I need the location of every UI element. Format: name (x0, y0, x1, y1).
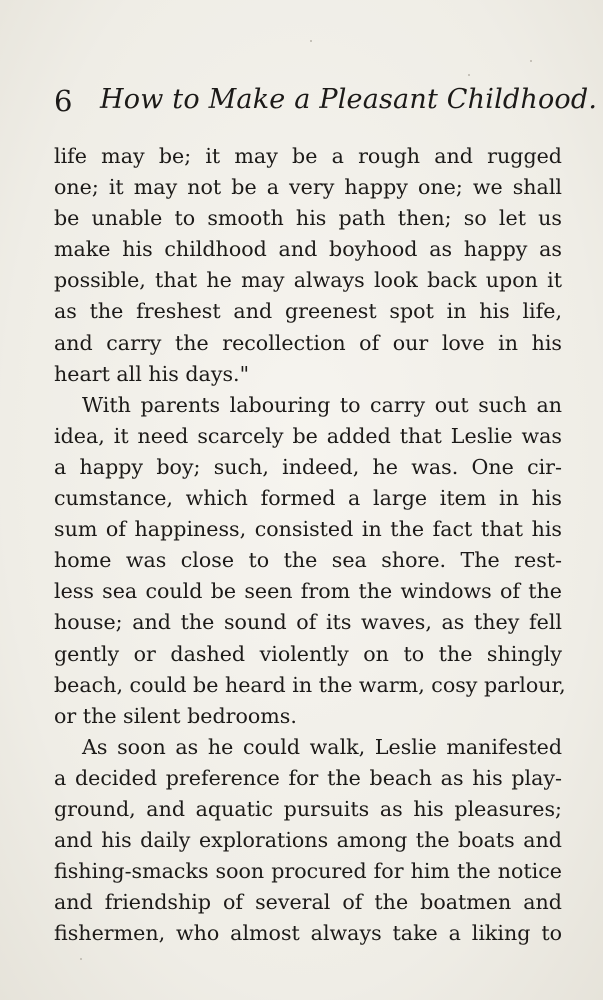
paragraph (54, 732, 562, 950)
text-line: house; and the sound of its waves, as they fell (54, 610, 562, 635)
text-line: be unable to smooth his path then; so let us (54, 206, 562, 231)
text-line: possible, that he may always look back upon it (54, 268, 562, 293)
body-text (54, 141, 566, 949)
text-line: make his childhood and boyhood as happy as (54, 237, 562, 262)
text-line: As soon as he could walk, Leslie manifested (82, 734, 562, 759)
text-line: gently or dashed violently on to the shingly (54, 641, 562, 666)
text-line: fishing-smacks soon procured for him the notice (54, 859, 562, 884)
text-line: life may be; it may be a rough and rugged (54, 144, 562, 168)
paper-speck (468, 74, 470, 76)
paper-speck (310, 40, 312, 42)
paragraph (54, 390, 566, 732)
page-number: 6 (54, 84, 73, 118)
text-line: less sea could be seen from the windows of the (54, 579, 562, 604)
text-line: With parents labouring to carry out such an (82, 392, 562, 417)
text-line: sum of happiness, consisted in the fact that his (54, 517, 562, 542)
paragraph (54, 141, 562, 390)
text-line: a decided preference for the beach as his play- (54, 765, 562, 790)
text-line: and his daily explorations among the boats and (54, 828, 562, 853)
text-line: ground, and aquatic pursuits as his pleasures; (54, 796, 562, 821)
text-line: beach, could be heard in the warm, cosy parlour, (54, 672, 566, 697)
text-line: and friendship of several of the boatmen and (54, 890, 562, 915)
running-title: How to Make a Pleasant Childhood. (100, 84, 598, 115)
text-line: a happy boy; such, indeed, he was. One cir- (54, 454, 562, 479)
text-line: one; it may not be a very happy one; we shall (54, 175, 562, 200)
text-line: fishermen, who almost always take a liking to (54, 921, 562, 946)
text-line: or the silent bedrooms. (54, 703, 297, 728)
text-line: as the freshest and greenest spot in his life, (54, 299, 562, 324)
text-line: heart all his days." (54, 361, 250, 386)
paper-speck (530, 60, 532, 62)
text-line: home was close to the sea shore. The rest- (54, 548, 562, 573)
paper-speck (80, 958, 82, 960)
text-line: and carry the recollection of our love in his (54, 330, 562, 355)
text-line: idea, it need scarcely be added that Leslie was (54, 423, 562, 448)
page-header (54, 80, 598, 124)
text-line: cumstance, which formed a large item in his (54, 486, 562, 511)
